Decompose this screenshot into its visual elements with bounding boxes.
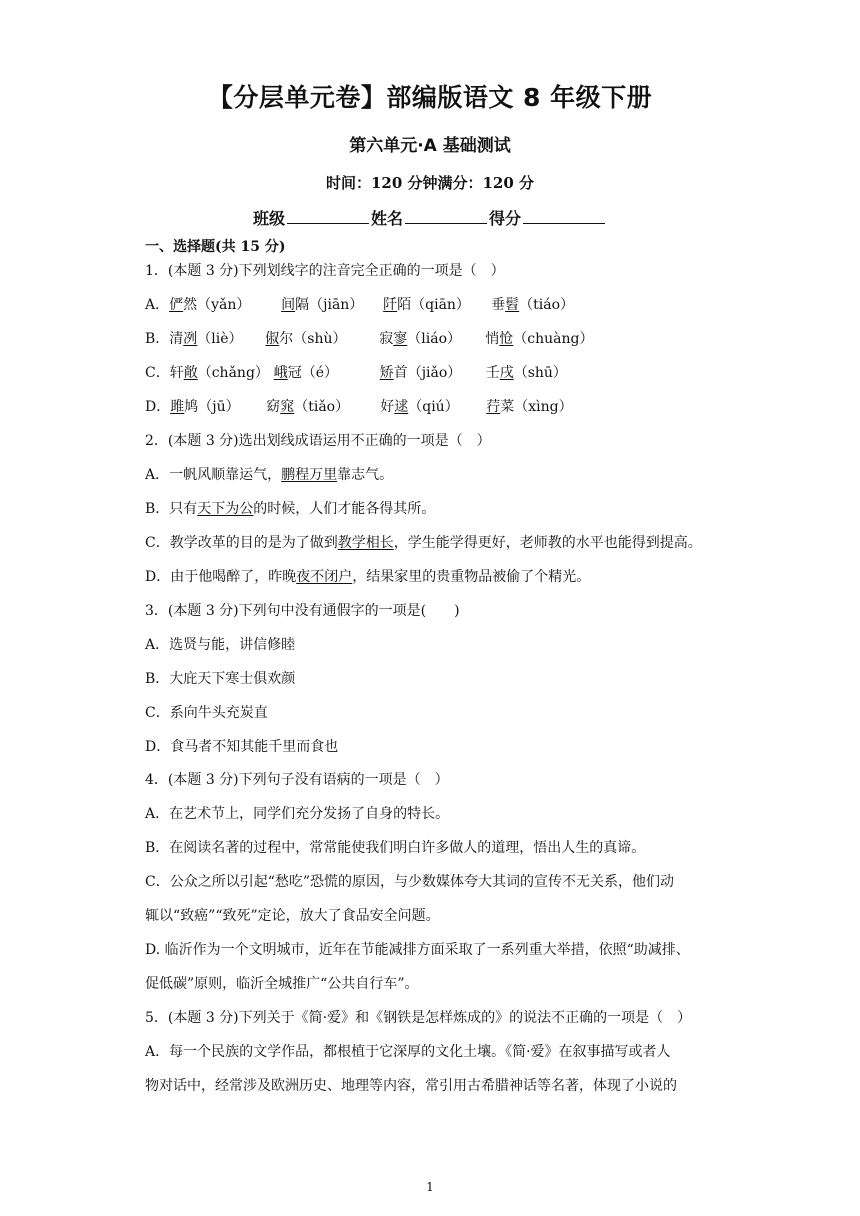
name-blank[interactable]: [405, 207, 487, 224]
q3-option-a: A．选贤与能，讲信修睦: [145, 637, 296, 653]
q2-option-d: D．由于他喝醉了，昨晚夜不闭户，结果家里的贵重物品被偷了个精光。: [145, 569, 591, 585]
q1-option-c: C．轩敞（chǎng） 峨冠（é） 矫首（jiǎo） 壬戌（shū）: [145, 365, 567, 381]
q5-option-a-line1: A．每一个民族的文学作品，都根植于它深厚的文化土壤。《简·爱》在叙事描写或者人: [145, 1044, 671, 1060]
student-info-line: [0, 206, 860, 229]
question-4-stem: 4．(本题 3 分)下列句子没有语病的一项是（ ）: [145, 772, 449, 788]
time-score-line: 时间：120 分钟满分：120 分: [325, 174, 535, 192]
q4-option-c-line1: C．公众之所以引起“愁吃”恐慌的原因，与少数媒体夸大其词的宣传不无关系，他们动: [145, 874, 675, 890]
name-label: 姓名: [370, 209, 403, 228]
question-5-stem: 5．(本题 3 分)下列关于《简·爱》和《钢铁是怎样炼成的》的说法不正确的一项是（ ）: [145, 1010, 692, 1026]
q2-option-c: C．教学改革的目的是为了做到教学相长，学生能学得更好，老师教的水平也能得到提高。: [145, 535, 702, 551]
class-blank[interactable]: [287, 207, 369, 224]
question-2-stem: 2．(本题 3 分)选出划线成语运用不正确的一项是（ ）: [145, 433, 491, 449]
page-number: 1: [426, 1180, 434, 1194]
q4-option-c-line2: 辄以“致癌”“致死”定论，放大了食品安全问题。: [145, 908, 440, 924]
q3-option-c: C．系向牛头充炭直: [145, 705, 268, 721]
section-heading: 一、选择题(共 15 分): [145, 239, 286, 255]
score-blank[interactable]: [523, 207, 605, 224]
q4-option-a: A．在艺术节上，同学们充分发扬了自身的特长。: [145, 806, 450, 822]
document-title: 【分层单元卷】部编版语文 8 年级下册: [207, 83, 653, 112]
q1-option-b: B．清冽（liè） 俶尔（shù） 寂寥（liáo） 悄怆（chuàng）: [145, 331, 594, 347]
question-3-stem: 3．(本题 3 分)下列句中没有通假字的一项是( ): [145, 603, 460, 619]
q2-option-a: A．一帆风顺靠运气，鹏程万里靠志气。: [145, 467, 394, 483]
class-label: 班级: [252, 209, 285, 228]
score-label: 得分: [489, 209, 522, 228]
q3-option-d: D．食马者不知其能千里而食也: [145, 739, 339, 755]
q5-option-a-line2: 物对话中，经常涉及欧洲历史、地理等内容，常引用古希腊神话等名著，体现了小说的: [145, 1078, 677, 1094]
document-subtitle: 第六单元·A 基础测试: [349, 136, 511, 156]
q4-option-d-line2: 促低碳”原则，临沂全城推广“公共自行车”。: [145, 976, 419, 992]
q1-option-a: A．俨然（yǎn） 间隔（jiān） 阡陌（qiān） 垂髫（tiáo）: [145, 297, 575, 313]
q2-option-b: B．只有天下为公的时候，人们才能各得其所。: [145, 501, 436, 517]
q1-option-d: D．雎鸠（jū） 窈窕（tiǎo） 好逑（qiú） 荇菜（xìng）: [145, 399, 573, 415]
q3-option-b: B．大庇天下寒士俱欢颜: [145, 671, 296, 687]
question-1-stem: 1．(本题 3 分)下列划线字的注音完全正确的一项是（ ）: [145, 263, 505, 279]
q4-option-b: B．在阅读名著的过程中，常常能使我们明白许多做人的道理，悟出人生的真谛。: [145, 840, 646, 856]
q4-option-d-line1: D. 临沂作为一个文明城市，近年在节能减排方面采取了一系列重大举措，依照“助减排、: [145, 942, 690, 958]
